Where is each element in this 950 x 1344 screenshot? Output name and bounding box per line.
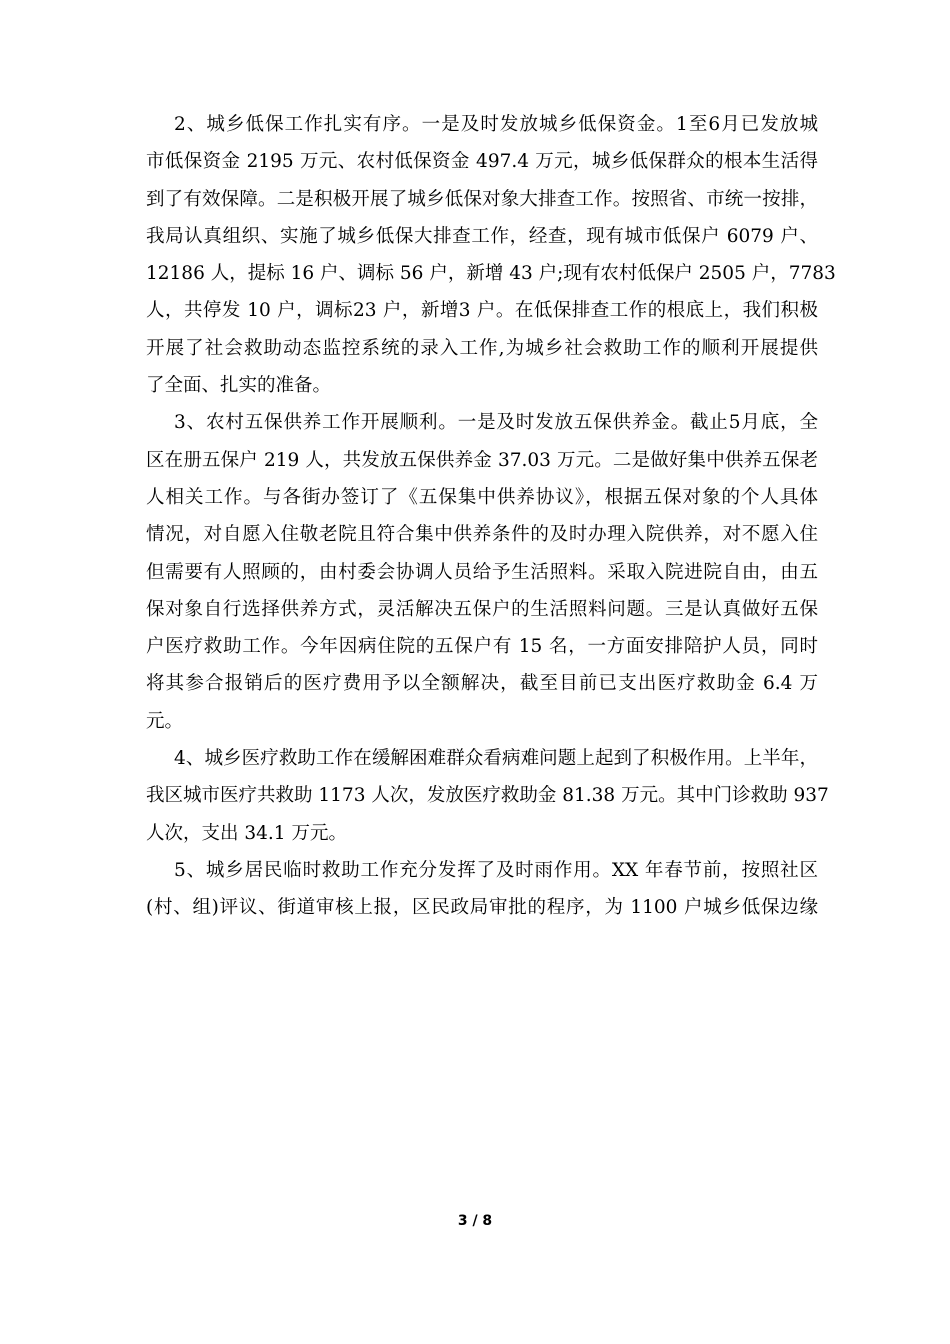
paragraph-line: 人相关工作。与各街办签订了《五保集中供养协议》，根据五保对象的个人具体 (146, 486, 818, 508)
paragraph-line: 人次，支出 34.1 万元。 (146, 822, 347, 844)
paragraph-line: 人，共停发 10 户，调标23 户，新增3 户。在低保排查工作的根底上，我们积极 (146, 300, 818, 322)
paragraph-line: 保对象自行选择供养方式，灵活解决五保户的生活照料问题。三是认真做好五保 (146, 598, 818, 620)
paragraph-line: 但需要有人照顾的，由村委会协调人员给予生活照料。采取入院进院自由，由五 (146, 561, 818, 583)
paragraph-line: 到了有效保障。二是积极开展了城乡低保对象大排查工作。按照省、市统一按排， (146, 188, 818, 210)
paragraph-line: 情况，对自愿入住敬老院且符合集中供养条件的及时办理入院供养，对不愿入住 (146, 524, 818, 546)
paragraph-line: 我局认真组织、实施了城乡低保大排查工作，经查，现有城市低保户 6079 户、 (146, 225, 818, 247)
paragraph-line: 了全面、扎实的准备。 (146, 375, 332, 397)
paragraph-line: 将其参合报销后的医疗费用予以全额解决，截至目前已支出医疗救助金 6.4 万 (146, 673, 818, 695)
paragraph-line: 开展了社会救助动态监控系统的录入工作,为城乡社会救助工作的顺利开展提供 (146, 337, 818, 359)
paragraph-line: 5、城乡居民临时救助工作充分发挥了及时雨作用。XX 年春节前，按照社区 (174, 859, 818, 881)
paragraph-line: 4、城乡医疗救助工作在缓解困难群众看病难问题上起到了积极作用。上半年， (174, 748, 818, 770)
paragraph-line: 3、农村五保供养工作开展顺利。一是及时发放五保供养金。截止5月底，全 (174, 412, 818, 434)
paragraph-line: 户医疗救助工作。今年因病住院的五保户有 15 名，一方面安排陪护人员，同时 (146, 636, 818, 658)
body-text (146, 106, 836, 927)
paragraph-line: (村、组)评议、街道审核上报，区民政局审批的程序，为 1100 户城乡低保边缘 (146, 897, 818, 919)
paragraph-line: 市低保资金 2195 万元、农村低保资金 497.4 万元，城乡低保群众的根本生活得 (146, 151, 818, 173)
paragraph-line: 元。 (146, 710, 184, 732)
page-number: 3 / 8 (457, 1213, 493, 1229)
paragraph-line: 我区城市医疗共救助 1173 人次，发放医疗救助金 81.38 万元。其中门诊救助 937 (146, 785, 829, 807)
paragraph-line: 2、城乡低保工作扎实有序。一是及时发放城乡低保资金。1至6月已发放城 (174, 114, 818, 135)
paragraph-line: 区在册五保户 219 人，共发放五保供养金 37.03 万元。二是做好集中供养五保老 (146, 449, 818, 471)
paragraph-line: 12186 人，提标 16 户、调标 56 户，新增 43 户;现有农村低保户 2505 户，7783 (146, 263, 836, 285)
